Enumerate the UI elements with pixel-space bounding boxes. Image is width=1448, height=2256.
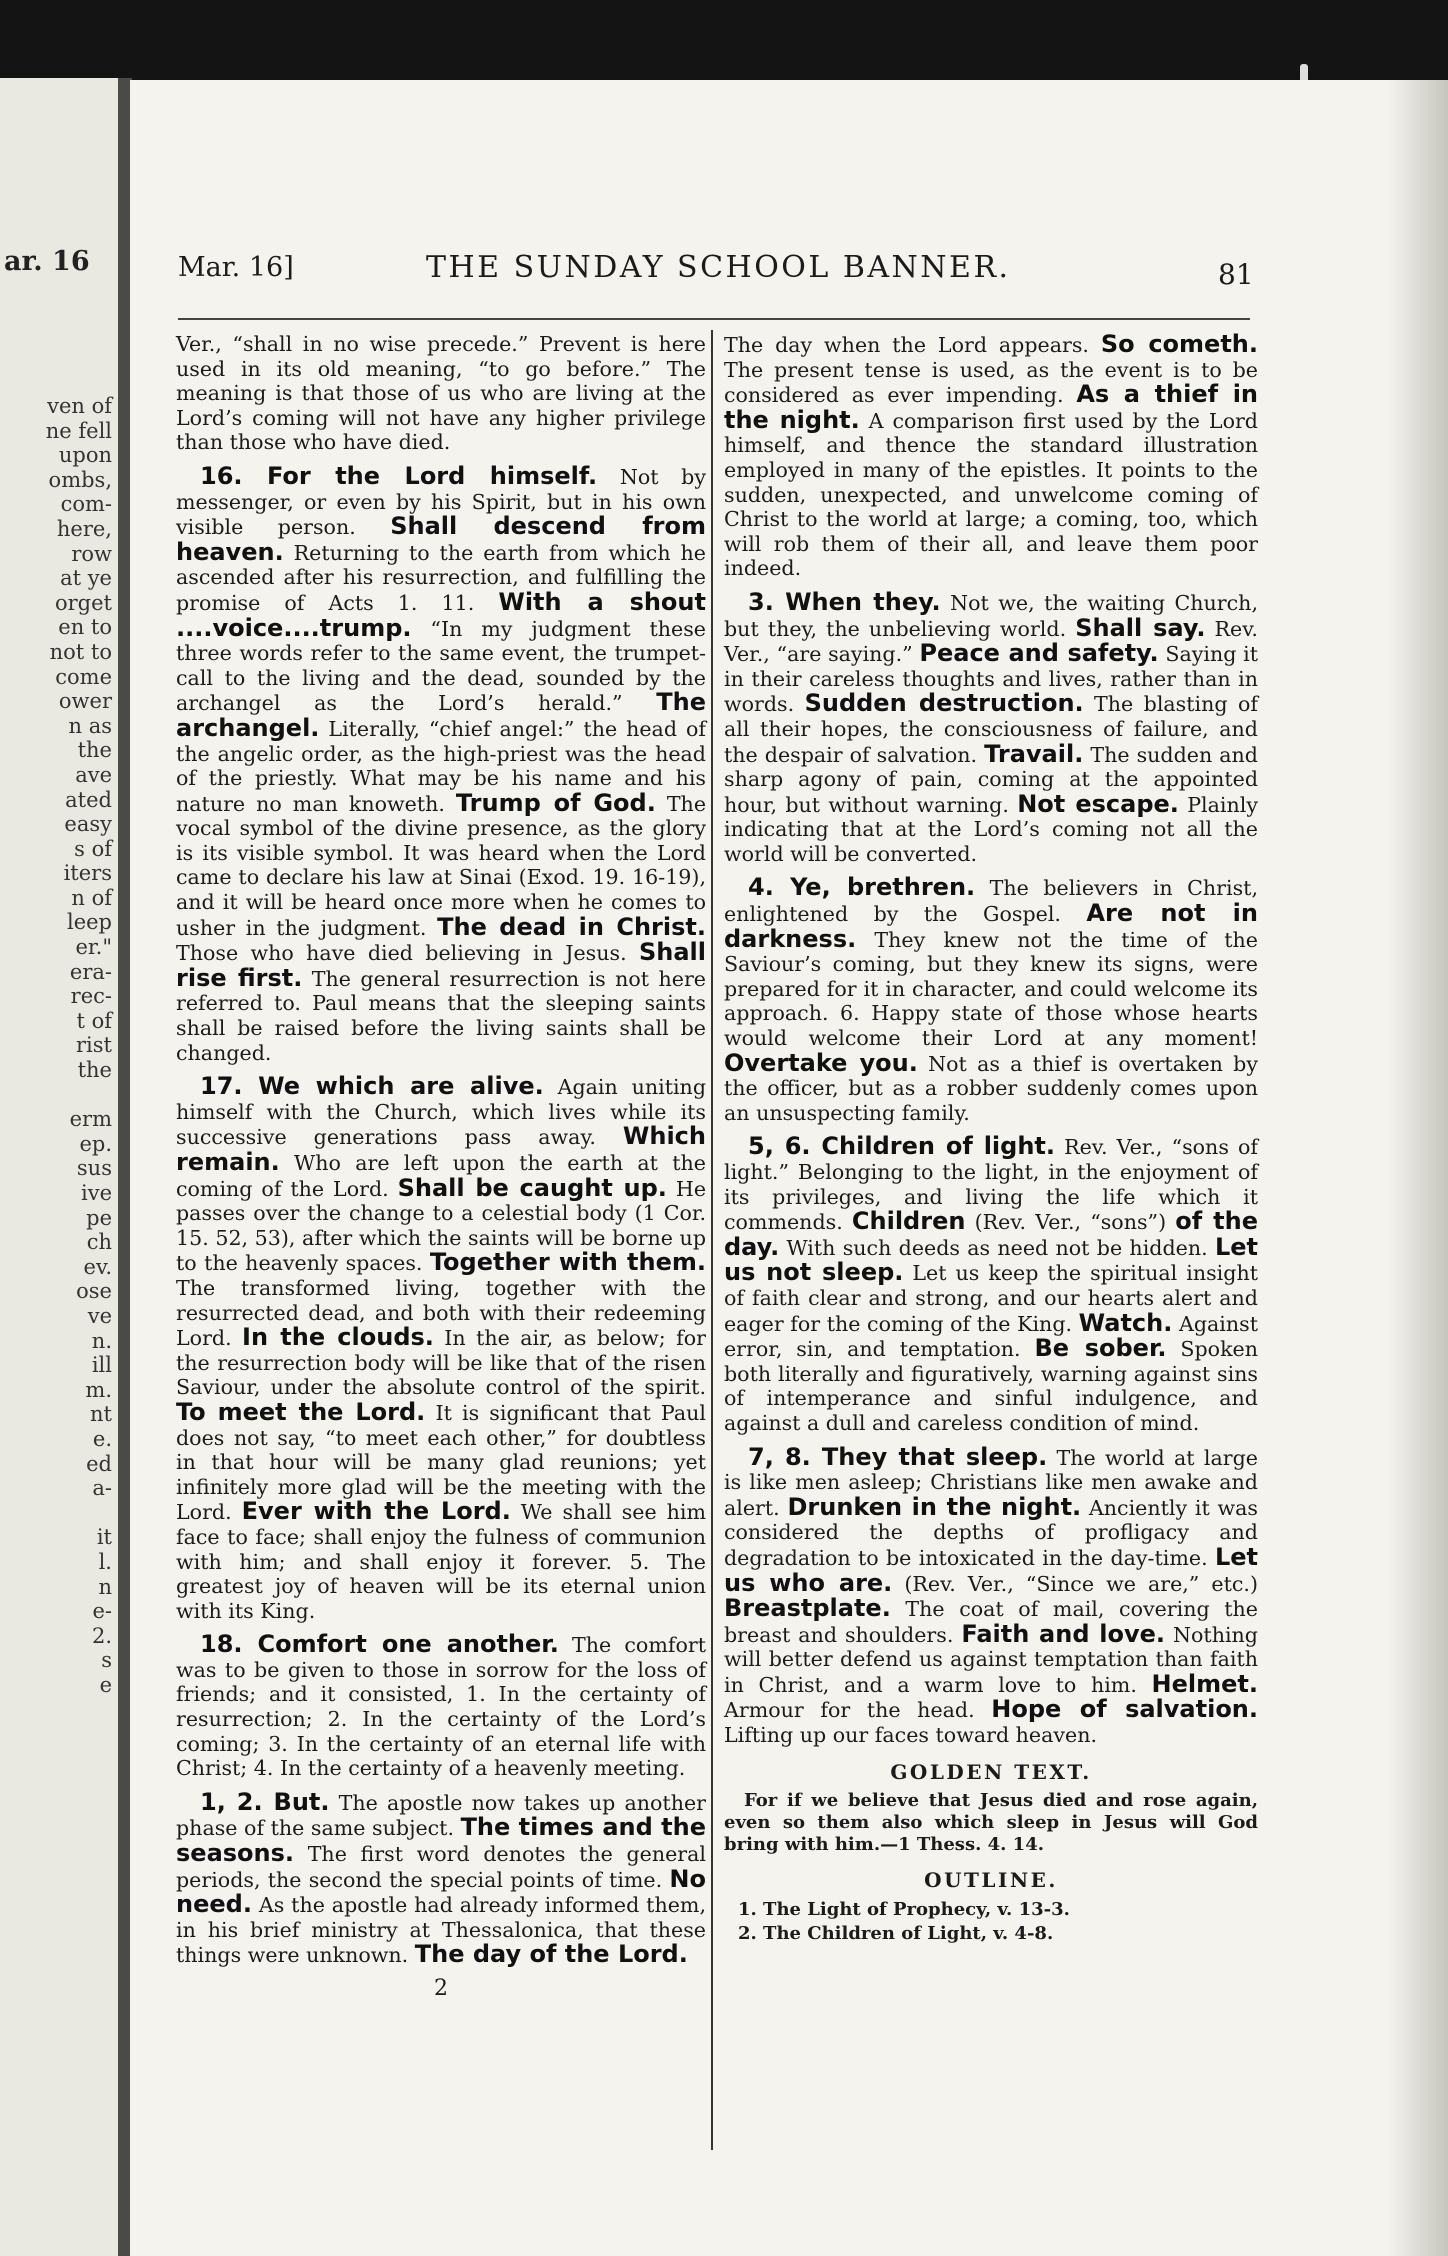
paragraph xyxy=(176,461,707,1065)
outline-item: 1. The Light of Prophecy, v. 13-3. xyxy=(738,1898,1070,1920)
golden-text: For if we believe that Jesus died and rose again, even so them also which sleep in Jesus will God bring with him.—1 Thess. 4. 14. xyxy=(724,1790,1258,1856)
text: Lifting up our faces toward heaven. xyxy=(724,1723,1098,1748)
subhead: To meet the Lord. xyxy=(176,1397,426,1426)
paragraph xyxy=(724,875,1258,1125)
text: The coat of mail, covering the breast and shoulders. xyxy=(724,1597,1258,1647)
paragraph xyxy=(724,1442,1259,1748)
page xyxy=(130,80,1448,2256)
subhead: Sudden destruction. xyxy=(804,689,1084,718)
subhead: 4. Ye, brethren. xyxy=(748,873,976,902)
text: Against error, sin, and temptation. xyxy=(724,1311,1258,1362)
text: Armour for the head. xyxy=(724,1698,992,1723)
paragraph xyxy=(176,1787,707,1969)
subhead: Hope of salvation. xyxy=(991,1695,1259,1724)
prev-page-header: ar. 16 xyxy=(4,246,90,277)
text: He passes over the change to a celestial body (1 Cor. 15. 52, 53), after which the saints will be borne up to the heavenly spaces. xyxy=(176,1176,707,1276)
text: In the air, as below; for the resurrection body will be like that of the risen Saviour, under the absolute control of the spirit. xyxy=(176,1326,706,1400)
subhead: The times and the seasons. xyxy=(176,1813,706,1868)
subhead: 18. Comfort one another. xyxy=(200,1630,559,1659)
subhead: Faith and love. xyxy=(961,1619,1166,1648)
text: Not we, the waiting Church, but they, the unbelieving world. xyxy=(724,590,1258,641)
paragraph xyxy=(724,587,1259,867)
subhead: Breastplate. xyxy=(724,1594,891,1623)
text: Rev. Ver., “sons of light.” Belonging to the light, in the enjoyment of its privileges, and living the life which it commends. xyxy=(724,1135,1258,1235)
paragraph xyxy=(176,1074,706,1623)
text: Rev. Ver., “are saying.” xyxy=(724,616,1258,667)
text: Saying it in their careless thoughts and lives, rather than in words. xyxy=(724,642,1259,717)
text: The sudden and sharp agony of pain, coming at the appointed hour, but without warning. xyxy=(724,742,1258,817)
subhead: With a shout ....voice....trump. xyxy=(176,587,706,642)
text: Plainly indicating that at the Lord’s coming not all the world will be converted. xyxy=(724,792,1258,866)
subhead: Let us not sleep. xyxy=(724,1232,1258,1287)
subhead: No need. xyxy=(176,1864,706,1919)
subhead: Peace and safety. xyxy=(919,639,1159,668)
subhead: 7, 8. They that sleep. xyxy=(748,1442,1048,1471)
text: The present tense is used, as the event is to be considered as ever impending. xyxy=(724,357,1258,408)
text: We shall see him face to face; shall enjoy the fulness of communion with him; and shall enjoy it forever. 5. The greatest joy of heaven will be its eternal union with its King. xyxy=(176,1500,706,1623)
text: The believers in Christ, enlightened by the Gospel. xyxy=(724,876,1259,927)
golden-text-heading: GOLDEN TEXT. xyxy=(890,1759,1092,1784)
text: (Rev. Ver., “Since we are,” etc.) xyxy=(892,1571,1258,1596)
text: The transformed living, together with the resurrected dead, and both with their redeeming Lord. xyxy=(176,1275,706,1351)
paragraph xyxy=(724,332,1258,581)
text: Anciently it was considered the depths of profligacy and degradation to be intoxicated in the day-time. xyxy=(724,1495,1258,1570)
subhead: Let us who are. xyxy=(724,1542,1258,1597)
text: Who are left upon the earth at the coming of the Lord. xyxy=(176,1151,706,1201)
running-date: Mar. 16] xyxy=(178,252,294,283)
text: The comfort was to be given to those in sorrow for the loss of friends; and it consisted, 1. In the certainty of resurrection; 2. In the certainty of the Lord’s coming; 3. In the certainty of an eternal life with Christ; 4. In the certainty of a heavenly meeting. xyxy=(176,1633,706,1781)
paragraph xyxy=(724,1134,1258,1435)
previous-page-edge xyxy=(0,78,118,2256)
signature-mark: 2 xyxy=(434,1976,448,2001)
subhead: Trump of God. xyxy=(455,788,656,817)
text: Returning to the earth from which he ascended after his resurrection, and fulfilling the promise of Acts 1. 11. xyxy=(176,540,706,615)
left-column xyxy=(176,332,706,2002)
header-rule xyxy=(178,318,1250,320)
subhead: Which remain. xyxy=(176,1122,706,1176)
column-divider xyxy=(711,330,713,2150)
text: Nothing will better defend us against temptation than faith in Christ, and a warm love to him. xyxy=(724,1622,1258,1697)
text: A comparison first used by the Lord himself, and thence the standard illustration employed in many of the epistles. It points to the sudden, unexpected, and unwelcome coming of Christ to the world at large; a coming, too, which will rob them of their all, and leave them poor indeed. xyxy=(724,408,1258,581)
subhead: Shall rise first. xyxy=(176,938,706,992)
text: Spoken both literally and figuratively, warning against sins of intemperance and sinful indulgence, and against a dull and careless condition of mind. xyxy=(724,1337,1258,1435)
text: The general resurrection is not here referred to. Paul means that the sleeping saints shall be raised before the living saints shall be changed. xyxy=(176,966,706,1065)
text: “In my judgment these three words refer to the same event, the trumpet-call to the living and the dead, sounded by the archangel as the Lord’s herald.” xyxy=(176,616,706,716)
paragraph xyxy=(176,1632,706,1781)
subhead: The archangel. xyxy=(176,688,706,742)
text: Not by messenger, or even by his Spirit, but in his own visible person. xyxy=(176,464,706,540)
text: As the apostle had already informed them, in his brief ministry at Thessalonica, that these things were unknown. xyxy=(176,1893,706,1968)
text: The world at large is like men asleep; Christians like men awake and alert. xyxy=(724,1445,1258,1520)
subhead: Travail. xyxy=(984,739,1084,768)
prev-page-fragments: ven of ne fell upon ombs, com- here, row at ye orget en to not to come ower n as the ave ated easy s of iters n of leep er." era- rec- t of rist the erm ep. sus ive pe ch ev. ose ve n. ill m. nt e. ed a- it l. n e- 2. s e xyxy=(45,394,112,1697)
subhead: Shall be caught up. xyxy=(397,1173,667,1202)
text: Let us keep the spiritual insight of faith clear and strong, and our hearts alert and eager for the coming of the King. xyxy=(724,1261,1258,1336)
subhead: Shall say. xyxy=(1075,613,1206,642)
subhead: Children xyxy=(851,1207,966,1236)
subhead: So cometh. xyxy=(1100,330,1258,358)
text: Those who have died believing in Jesus. xyxy=(176,941,639,966)
text: The first word denotes the general periods, the second the special points of time. xyxy=(176,1842,706,1892)
subhead: In the clouds. xyxy=(242,1323,434,1352)
subhead: 16. For the Lord himself. xyxy=(200,461,598,490)
text: Not as a thief is overtaken by the officer, but as a robber suddenly comes upon an unsuspecting family. xyxy=(724,1051,1258,1125)
subhead: Shall descend from heaven. xyxy=(176,512,706,566)
subhead: Together with them. xyxy=(429,1248,706,1277)
running-title: THE SUNDAY SCHOOL BANNER. xyxy=(426,250,1011,285)
text: They knew not the time of the Saviour’s coming, but they knew its signs, were prepared for it in character, and could welcome its approach. 6. Happy state of those whose hearts would welcome their Lord at any moment! xyxy=(724,927,1258,1051)
scan-top-border xyxy=(0,0,1448,88)
subhead: Are not in darkness. xyxy=(724,899,1258,953)
subhead: Overtake you. xyxy=(724,1048,918,1077)
subhead: As a thief in the night. xyxy=(724,380,1259,434)
paragraph: Ver., “shall in no wise precede.” Prevent is here used in its old meaning, “to go before.” The meaning is that those of us who are living at the Lord’s coming will not have any higher privilege than those who have died. xyxy=(176,332,706,455)
subhead: Drunken in the night. xyxy=(787,1492,1082,1521)
subhead: Not escape. xyxy=(1017,789,1179,818)
text: (Rev. Ver., “sons”) xyxy=(965,1210,1176,1235)
subhead: Ever with the Lord. xyxy=(241,1497,511,1526)
subhead: Be sober. xyxy=(1034,1334,1167,1363)
subhead: 3. When they. xyxy=(748,587,941,616)
subhead: of the day. xyxy=(724,1207,1258,1261)
text: The day when the Lord appears. xyxy=(724,333,1101,357)
text: The vocal symbol of the divine presence, as the glory is its visible symbol. It was heard when the Lord came to declare his law at Sinai (Exod. 19. 16-19), and it will be heard once more when he comes to usher in the judgment. xyxy=(176,791,707,940)
subhead: The dead in Christ. xyxy=(437,912,706,941)
outline-item: 2. The Children of Light, v. 4-8. xyxy=(738,1922,1054,1944)
text: It is significant that Paul does not say, “to meet each other,” for doubtless in that hour will be many glad reunions; yet infinitely more glad will be the meeting with the Lord. xyxy=(176,1400,706,1525)
subhead: 5, 6. Children of light. xyxy=(748,1132,1056,1161)
subhead: 1, 2. But. xyxy=(200,1787,330,1816)
text: Again uniting himself with the Church, which lives while its successive generations pass away. xyxy=(176,1075,707,1150)
text: The blasting of all their hopes, the consciousness of failure, and the despair of salvation. xyxy=(724,692,1258,767)
text: With such deeds as need not be hidden. xyxy=(779,1235,1215,1260)
page-number: 81 xyxy=(1218,258,1254,291)
page-curl-shadow xyxy=(1388,80,1448,2256)
right-column xyxy=(724,332,1258,1947)
outline-heading: OUTLINE. xyxy=(924,1868,1058,1893)
subhead: The day of the Lord. xyxy=(414,1940,688,1969)
subhead: 17. We which are alive. xyxy=(200,1072,544,1101)
subhead: Helmet. xyxy=(1151,1669,1258,1698)
text: Literally, “chief angel:” the head of the angelic order, as the high-priest was the head of the priestly. What may be his name and his nature no man knoweth. xyxy=(176,716,706,816)
subhead: Watch. xyxy=(1078,1308,1173,1337)
text: The apostle now takes up another phase of the same subject. xyxy=(176,1790,707,1841)
